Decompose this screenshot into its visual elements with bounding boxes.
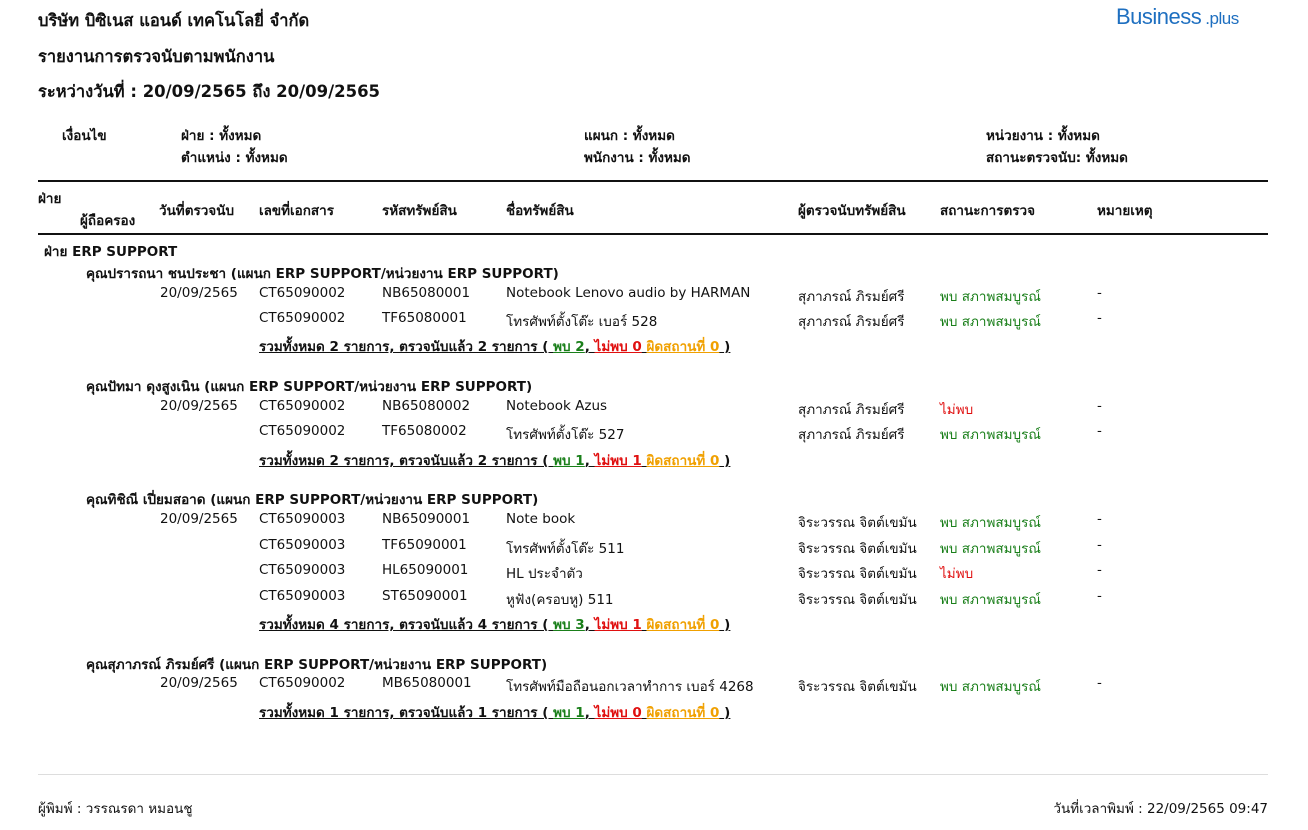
row-doc-no: CT65090003 — [259, 588, 346, 604]
row-status: พบ สภาพสมบูรณ์ — [940, 541, 1041, 557]
holder-heading: คุณปรารถนา ชนประชา (แผนก ERP SUPPORT/หน่วยงาน ERP SUPPORT) — [86, 266, 559, 282]
row-remark: - — [1097, 537, 1102, 553]
condition-department: แผนก : ทั้งหมด — [584, 128, 675, 144]
row-asset-code: HL65090001 — [382, 562, 469, 578]
company-name: บริษัท บิซิเนส แอนด์ เทคโนโลยี่ จำกัด — [38, 11, 310, 30]
business-plus-logo — [1116, 4, 1239, 30]
summary-close: ) — [724, 339, 731, 355]
row-asset-code: ST65090001 — [382, 588, 468, 604]
col-asset-code: รหัสทรัพย์สิน — [382, 203, 457, 219]
summary-notfound: ไม่พบ 0 — [594, 705, 642, 721]
row-remark: - — [1097, 285, 1102, 301]
row-status: พบ สภาพสมบูรณ์ — [940, 679, 1041, 695]
condition-position: ตำแหน่ง : ทั้งหมด — [181, 150, 288, 166]
condition-division: ฝ่าย : ทั้งหมด — [181, 128, 262, 144]
row-remark: - — [1097, 511, 1102, 527]
row-remark: - — [1097, 310, 1102, 326]
holder-heading: คุณปัทมา ดุงสูงเนิน (แผนก ERP SUPPORT/หน่วยงาน ERP SUPPORT) — [86, 379, 533, 395]
division-name: ฝ่าย ERP SUPPORT — [44, 244, 178, 260]
summary-lead: รวมทั้งหมด 1 รายการ, ตรวจนับแล้ว 1 รายการ ( — [259, 705, 549, 721]
row-asset-code: MB65080001 — [382, 675, 472, 691]
summary-wrong-place: ผิดสถานที่ 0 — [646, 339, 720, 355]
row-date: 20/09/2565 — [160, 398, 238, 414]
summary-close: ) — [724, 705, 731, 721]
logo-suffix: .plus — [1205, 9, 1239, 28]
row-remark: - — [1097, 398, 1102, 414]
printed-at: วันที่เวลาพิมพ์ : 22/09/2565 09:47 — [1053, 801, 1268, 817]
row-checker: จิระวรรณ จิตต์เขมัน — [798, 515, 917, 531]
summary-found: พบ 1 — [553, 705, 585, 721]
row-doc-no: CT65090003 — [259, 562, 346, 578]
row-asset-code: TF65090001 — [382, 537, 467, 553]
logo-text: Business — [1116, 4, 1202, 29]
header-top-rule — [38, 180, 1268, 182]
printed-by: ผู้พิมพ์ : วรรณรดา หมอนชู — [38, 801, 193, 817]
summary-wrong-place: ผิดสถานที่ 0 — [646, 705, 720, 721]
row-asset-name: HL ประจำตัว — [506, 566, 583, 582]
report-title: รายงานการตรวจนับตามพนักงาน — [38, 47, 275, 66]
row-status: พบ สภาพสมบูรณ์ — [940, 515, 1041, 531]
col-date: วันที่ตรวจนับ — [159, 203, 235, 219]
row-checker: สุภาภรณ์ ภิรมย์ศรี — [798, 402, 905, 418]
row-doc-no: CT65090002 — [259, 675, 346, 691]
summary-lead: รวมทั้งหมด 4 รายการ, ตรวจนับแล้ว 4 รายการ ( — [259, 617, 549, 633]
row-status: ไม่พบ — [940, 566, 974, 582]
row-status: พบ สภาพสมบูรณ์ — [940, 592, 1041, 608]
row-checker: จิระวรรณ จิตต์เขมัน — [798, 679, 917, 695]
row-checker: สุภาภรณ์ ภิรมย์ศรี — [798, 427, 905, 443]
row-date: 20/09/2565 — [160, 511, 238, 527]
row-checker: สุภาภรณ์ ภิรมย์ศรี — [798, 314, 905, 330]
row-date: 20/09/2565 — [160, 285, 238, 301]
row-asset-code: TF65080002 — [382, 423, 467, 439]
summary-notfound: ไม่พบ 0 — [594, 339, 642, 355]
row-checker: จิระวรรณ จิตต์เขมัน — [798, 541, 917, 557]
col-checker: ผู้ตรวจนับทรัพย์สิน — [798, 203, 906, 219]
row-asset-name: Notebook Azus — [506, 398, 608, 414]
row-asset-code: TF65080001 — [382, 310, 467, 326]
condition-unit: หน่วยงาน : ทั้งหมด — [986, 128, 1100, 144]
row-asset-name: โทรศัพท์มือถือนอกเวลาทำการ เบอร์ 4268 — [506, 679, 754, 695]
group-summary: รวมทั้งหมด 4 รายการ, ตรวจนับแล้ว 4 รายการ ( พบ 3, ไม่พบ 1 ผิดสถานที่ 0 ) — [259, 617, 731, 633]
summary-found: พบ 1 — [553, 453, 585, 469]
summary-close: ) — [724, 453, 731, 469]
conditions-label: เงื่อนไข — [62, 128, 107, 144]
header-bottom-rule — [38, 233, 1268, 235]
row-remark: - — [1097, 588, 1102, 604]
holder-heading: คุณสุภาภรณ์ ภิรมย์ศรี (แผนก ERP SUPPORT/หน่วยงาน ERP SUPPORT) — [86, 657, 548, 673]
row-remark: - — [1097, 423, 1102, 439]
summary-lead: รวมทั้งหมด 2 รายการ, ตรวจนับแล้ว 2 รายการ ( — [259, 339, 549, 355]
row-asset-name: Note book — [506, 511, 576, 527]
col-asset-name: ชื่อทรัพย์สิน — [506, 203, 574, 219]
row-doc-no: CT65090002 — [259, 285, 346, 301]
row-asset-name: หูฟัง(ครอบหู) 511 — [506, 592, 614, 608]
summary-wrong-place: ผิดสถานที่ 0 — [646, 453, 720, 469]
report-period: ระหว่างวันที่ : 20/09/2565 ถึง 20/09/2565 — [38, 82, 381, 101]
row-doc-no: CT65090002 — [259, 310, 346, 326]
row-asset-name: โทรศัพท์ตั้งโต๊ะ เบอร์ 528 — [506, 314, 658, 330]
condition-employee: พนักงาน : ทั้งหมด — [584, 150, 691, 166]
row-status: พบ สภาพสมบูรณ์ — [940, 314, 1041, 330]
condition-count-status: สถานะตรวจนับ: ทั้งหมด — [986, 150, 1128, 166]
row-doc-no: CT65090002 — [259, 423, 346, 439]
summary-lead: รวมทั้งหมด 2 รายการ, ตรวจนับแล้ว 2 รายการ ( — [259, 453, 549, 469]
summary-close: ) — [724, 617, 731, 633]
row-doc-no: CT65090003 — [259, 537, 346, 553]
summary-found: พบ 2 — [553, 339, 585, 355]
row-checker: จิระวรรณ จิตต์เขมัน — [798, 566, 917, 582]
row-asset-name: Notebook Lenovo audio by HARMAN — [506, 285, 751, 301]
row-checker: จิระวรรณ จิตต์เขมัน — [798, 592, 917, 608]
row-asset-name: โทรศัพท์ตั้งโต๊ะ 527 — [506, 427, 625, 443]
summary-wrong-place: ผิดสถานที่ 0 — [646, 617, 720, 633]
group-summary: รวมทั้งหมด 2 รายการ, ตรวจนับแล้ว 2 รายการ ( พบ 1, ไม่พบ 1 ผิดสถานที่ 0 ) — [259, 453, 731, 469]
row-asset-code: NB65090001 — [382, 511, 471, 527]
row-status: ไม่พบ — [940, 402, 974, 418]
col-division: ฝ่าย — [38, 191, 62, 207]
row-asset-code: NB65080001 — [382, 285, 471, 301]
row-date: 20/09/2565 — [160, 675, 238, 691]
row-status: พบ สภาพสมบูรณ์ — [940, 427, 1041, 443]
row-checker: สุภาภรณ์ ภิรมย์ศรี — [798, 289, 905, 305]
row-asset-name: โทรศัพท์ตั้งโต๊ะ 511 — [506, 541, 625, 557]
summary-found: พบ 3 — [553, 617, 585, 633]
summary-notfound: ไม่พบ 1 — [594, 453, 642, 469]
row-remark: - — [1097, 562, 1102, 578]
summary-notfound: ไม่พบ 1 — [594, 617, 642, 633]
col-holder: ผู้ถือครอง — [80, 213, 136, 229]
col-remark: หมายเหตุ — [1097, 203, 1153, 219]
group-summary: รวมทั้งหมด 2 รายการ, ตรวจนับแล้ว 2 รายการ ( พบ 2, ไม่พบ 0 ผิดสถานที่ 0 ) — [259, 339, 731, 355]
col-status: สถานะการตรวจ — [940, 203, 1035, 219]
row-status: พบ สภาพสมบูรณ์ — [940, 289, 1041, 305]
holder-heading: คุณทิชิณี เปี่ยมสอาด (แผนก ERP SUPPORT/หน่วยงาน ERP SUPPORT) — [86, 492, 539, 508]
row-remark: - — [1097, 675, 1102, 691]
col-doc-no: เลขที่เอกสาร — [259, 203, 334, 219]
row-doc-no: CT65090002 — [259, 398, 346, 414]
footer-rule — [38, 774, 1268, 775]
row-asset-code: NB65080002 — [382, 398, 471, 414]
row-doc-no: CT65090003 — [259, 511, 346, 527]
group-summary: รวมทั้งหมด 1 รายการ, ตรวจนับแล้ว 1 รายการ ( พบ 1, ไม่พบ 0 ผิดสถานที่ 0 ) — [259, 705, 731, 721]
